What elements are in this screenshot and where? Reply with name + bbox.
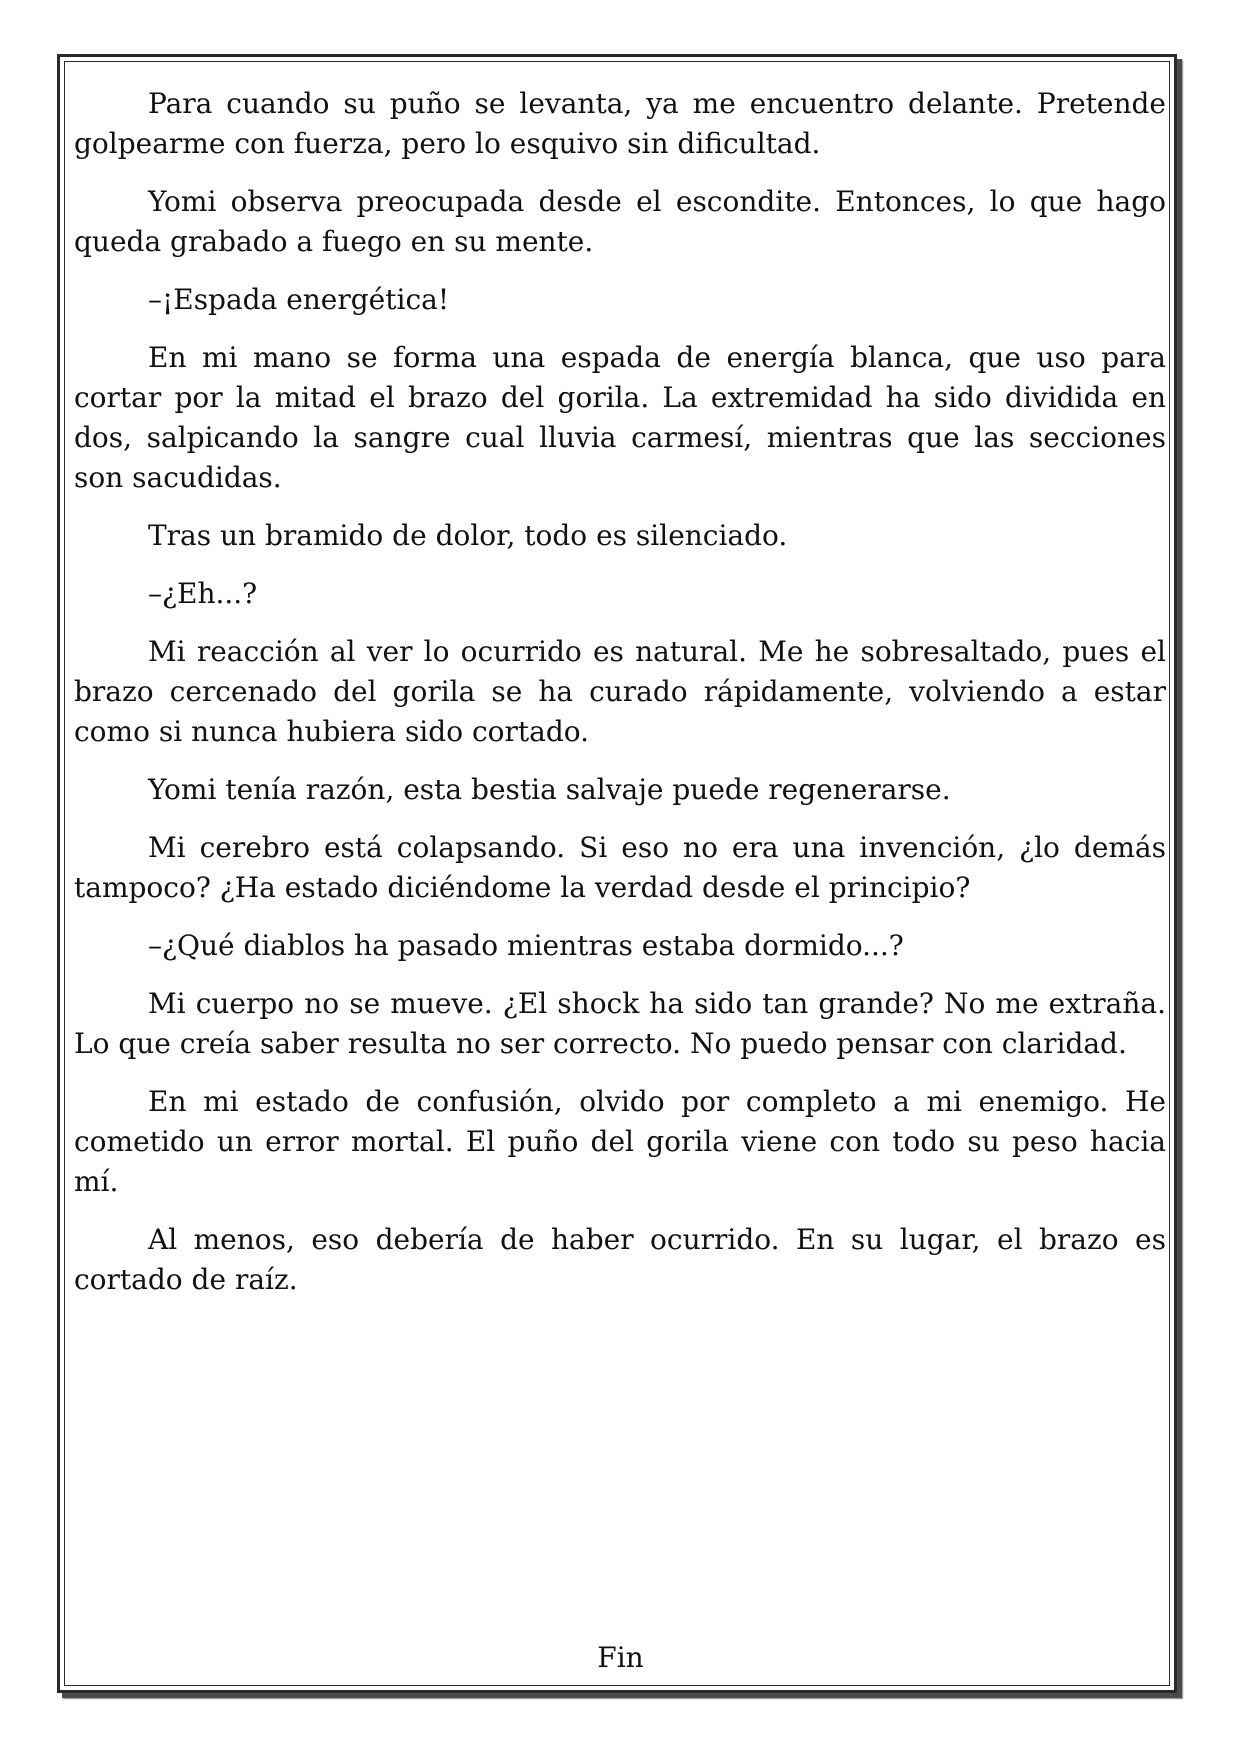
end-marker: Fin bbox=[597, 1641, 644, 1674]
dialogue-line: –¿Qué diablos ha pasado mientras estaba dormido...? bbox=[148, 929, 904, 962]
paragraph: Mi cuerpo no se mueve. ¿El shock ha sido tan grande? No me extraña. Lo que creía saber resulta no ser correcto. No puedo pensar con claridad. bbox=[74, 987, 1166, 1060]
paragraph: Al menos, eso debería de haber ocurrido. En su lugar, el brazo es cortado de raíz. bbox=[74, 1223, 1166, 1296]
dialogue-line: –¡Espada energética! bbox=[148, 283, 450, 316]
body-text bbox=[74, 84, 1166, 1318]
paragraph: Tras un bramido de dolor, todo es silenciado. bbox=[148, 519, 788, 552]
paragraph: En mi mano se forma una espada de energía blanca, que uso para cortar por la mitad el brazo del gorila. La extremidad ha sido dividida en dos, salpicando la sangre cual lluvia carmesí, mientras que las secciones son sacudidas. bbox=[74, 341, 1166, 494]
paragraph: Yomi tenía razón, esta bestia salvaje puede regenerarse. bbox=[148, 773, 951, 806]
paragraph: Mi reacción al ver lo ocurrido es natural. Me he sobresaltado, pues el brazo cercenado del gorila se ha curado rápidamente, volviendo a estar como si nunca hubiera sido cortado. bbox=[74, 635, 1166, 748]
paragraph: Yomi observa preocupada desde el escondite. Entonces, lo que hago queda grabado a fuego en su mente. bbox=[74, 185, 1166, 258]
paragraph: Mi cerebro está colapsando. Si eso no era una invención, ¿lo demás tampoco? ¿Ha estado diciéndome la verdad desde el principio? bbox=[74, 831, 1166, 904]
dialogue-line: –¿Eh...? bbox=[148, 577, 258, 610]
paragraph: En mi estado de confusión, olvido por completo a mi enemigo. He cometido un error mortal. El puño del gorila viene con todo su peso hacia mí. bbox=[74, 1085, 1166, 1198]
paragraph: Para cuando su puño se levanta, ya me encuentro delante. Pretende golpearme con fuerza, pero lo esquivo sin dificultad. bbox=[74, 87, 1166, 160]
